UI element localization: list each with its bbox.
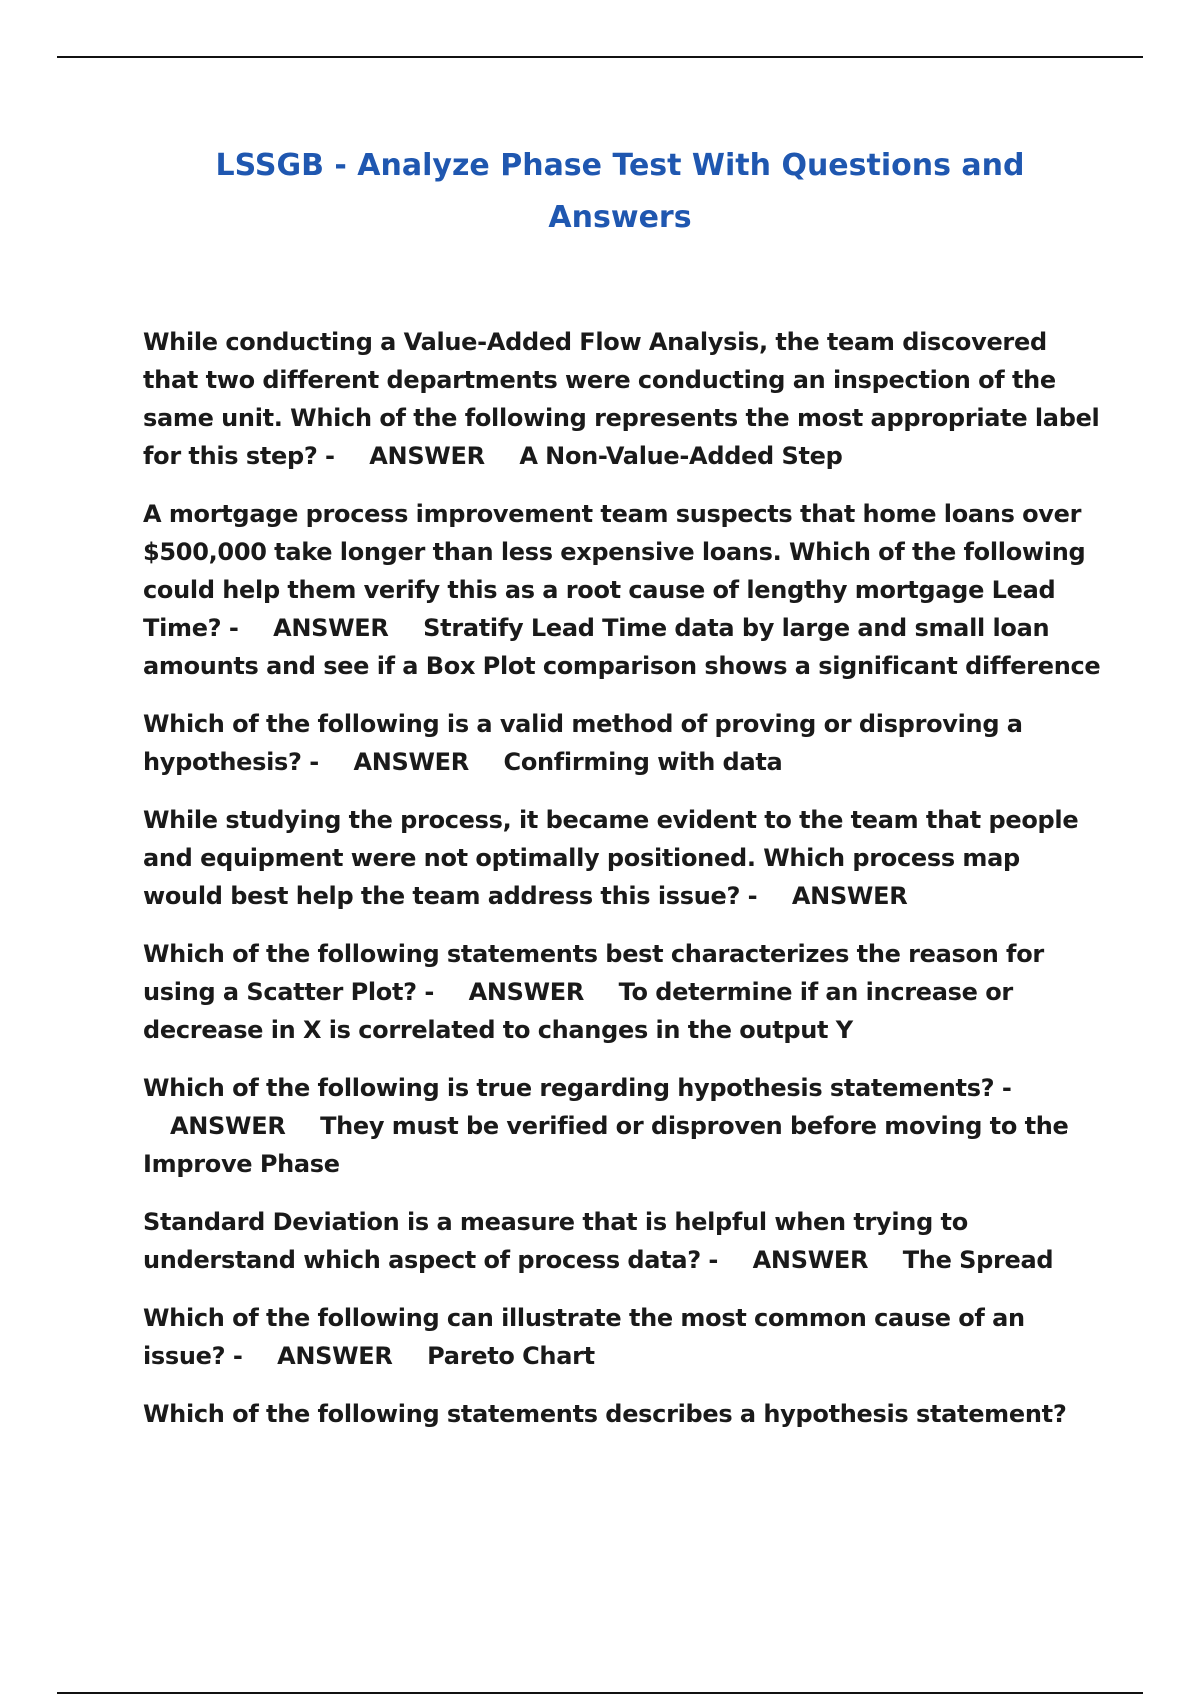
- qa-list: [143, 323, 1103, 1453]
- answer-text: A Non-Value-Added Step: [519, 442, 843, 470]
- question-text: While conducting a Value-Added Flow Analysis, the team discovered that two different departments were conducting an inspection of the same unit. Which of the following represents the most appropriate label for this step? -: [143, 328, 1099, 470]
- answer-text: They must be verified or disproven before moving to the Improve Phase: [143, 1112, 1069, 1178]
- answer-text: The Spread: [902, 1246, 1054, 1274]
- answer-label: ANSWER: [752, 1246, 869, 1274]
- question-text: Which of the following statements describes a hypothesis statement?: [143, 1400, 1067, 1428]
- question-text: Which of the following statements best characterizes the reason for using a Scatter Plot? -: [143, 940, 1044, 1006]
- question-text: Standard Deviation is a measure that is helpful when trying to understand which aspect of process data? -: [143, 1208, 968, 1274]
- top-divider: [57, 56, 1143, 58]
- answer-label: ANSWER: [468, 978, 585, 1006]
- qa-item: [143, 1203, 1103, 1279]
- qa-item: [143, 935, 1103, 1049]
- answer-text: Confirming with data: [503, 748, 783, 776]
- qa-item: [143, 705, 1103, 781]
- question-text: Which of the following can illustrate the most common cause of an issue? -: [143, 1304, 1025, 1370]
- answer-text: Stratify Lead Time data by large and small loan amounts and see if a Box Plot comparison shows a significant difference: [143, 614, 1101, 680]
- qa-item: [143, 1395, 1103, 1433]
- qa-item: [143, 1299, 1103, 1375]
- answer-label: ANSWER: [791, 882, 908, 910]
- answer-text: To determine if an increase or decrease in X is correlated to changes in the output Y: [143, 978, 1013, 1044]
- question-text: While studying the process, it became evident to the team that people and equipment were not optimally positioned. Which process map would best help the team address this issue? -: [143, 806, 1078, 910]
- qa-item: [143, 495, 1103, 685]
- answer-label: ANSWER: [170, 1112, 286, 1140]
- answer-label: ANSWER: [353, 748, 469, 776]
- qa-item: [143, 323, 1103, 475]
- question-text: Which of the following is true regarding hypothesis statements? -: [143, 1074, 1012, 1102]
- answer-label: ANSWER: [277, 1342, 393, 1370]
- question-text: A mortgage process improvement team suspects that home loans over $500,000 take longer than less expensive loans. Which of the following could help them verify this as a root cause of lengthy mortgage Lead Time? -: [143, 500, 1085, 642]
- qa-item: [143, 801, 1103, 915]
- qa-item: [143, 1069, 1103, 1183]
- answer-label: ANSWER: [273, 614, 389, 642]
- question-text: Which of the following is a valid method of proving or disproving a hypothesis? -: [143, 710, 1023, 776]
- document-title: LSSGB - Analyze Phase Test With Questions and Answers: [215, 148, 1025, 235]
- answer-text: Pareto Chart: [427, 1342, 595, 1370]
- bottom-divider: [57, 1692, 1143, 1694]
- answer-label: ANSWER: [369, 442, 485, 470]
